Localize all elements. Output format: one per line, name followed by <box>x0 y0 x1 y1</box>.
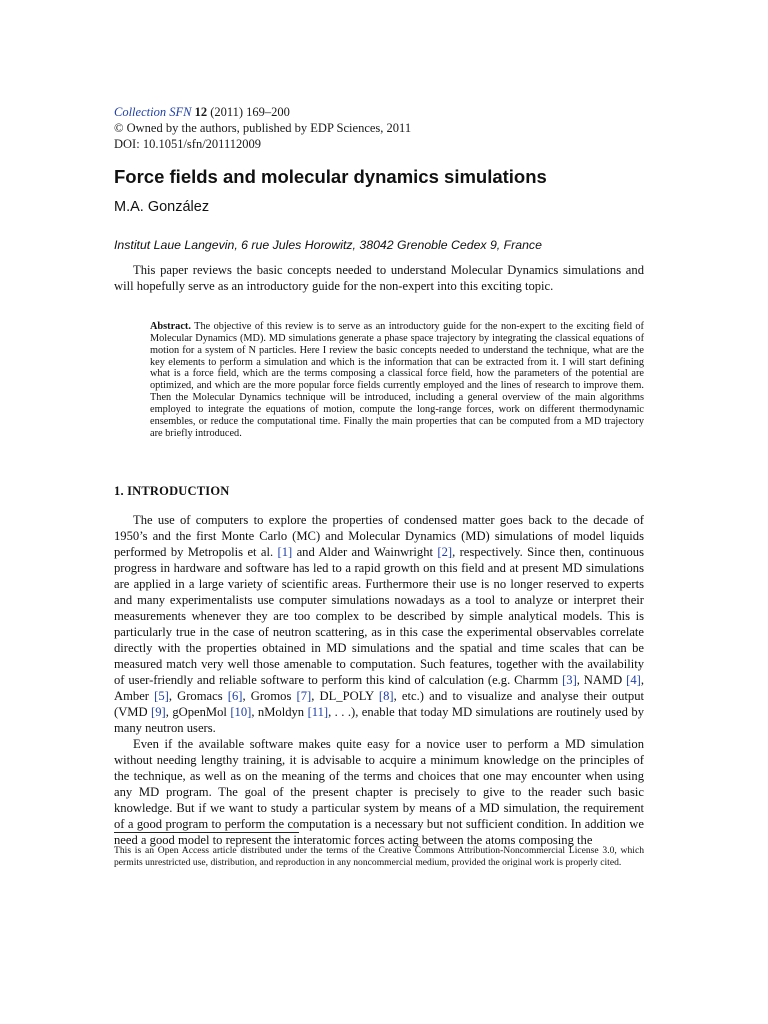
paragraph-text: , DL_POLY <box>311 689 379 703</box>
paragraph-text: The use of computers to explore the properties of condensed matter goes back to the decade of 1950’s and the first Monte Carlo (MC) and Molecular Dynamics (MD) simulations of model liquids performed by Metropolis et al. <box>114 513 644 559</box>
paragraph-text: , . . .), enable that today MD simulations are routinely used by many neutron users. <box>114 705 644 735</box>
paragraph-text: , gOpenMol <box>165 705 231 719</box>
paper-title: Force fields and molecular dynamics simulations <box>114 166 547 187</box>
citation-link[interactable]: [11] <box>307 705 329 719</box>
citation-link[interactable]: [8] <box>378 689 394 703</box>
section-heading-introduction: 1. INTRODUCTION <box>114 484 230 498</box>
citation-link[interactable]: [2] <box>437 545 453 559</box>
paragraph-text: , NAMD <box>576 673 627 687</box>
introduction-body <box>114 512 644 848</box>
paragraph-text: , Gromacs <box>168 689 228 703</box>
citation-link[interactable]: [1] <box>277 545 293 559</box>
abstract-text: The objective of this review is to serve as an introductory guide for the non-expert to the exciting field of Molecular Dynamics (MD). MD simulations generate a phase space trajectory by integrating the classical equations of motion for a system of N particles. Here I review the basic concepts needed to understand the technique, what are the key elements to perform a simulation and which is the information that can be extracted from it. I will start defining what is a force field, which are the terms composing a classical force field, how the parameters of the potential are optimized, and which are the more popular force fields currently employed and the lines of research to improve them. Then the Molecular Dynamics technique will be introduced, including a general overview of the main algorithms employed to integrate the equations of motion, compute the long-range forces, work on different thermodynamic ensembles, or reduce the computational time. Finally the main properties that can be computed from a MD trajectory are briefly introduced. <box>150 321 644 439</box>
citation-link[interactable]: [4] <box>626 673 641 687</box>
paragraph-text: , nMoldyn <box>251 705 308 719</box>
paragraph-text: , Gromos <box>242 689 297 703</box>
abstract-block <box>150 321 644 439</box>
paragraph-text: , etc.) and to visualize and analyse their output (VMD <box>114 689 645 719</box>
copyright-line: © Owned by the authors, published by EDP Sciences, 2011 <box>114 121 412 135</box>
doi-link[interactable]: DOI: 10.1051/sfn/201112009 <box>114 137 261 151</box>
footnote-divider <box>114 832 299 833</box>
paragraph-text: , respectively. Since then, continuous progress in hardware and software has led to a rapid growth on this field and at present MD simulations are applied in a large variety of scientific areas. Furthermore their use is no longer reserved to experts and many experimentalists use computer simulations nowadays as a tool to analyze or interpret their measurements whenever they are too complex to be described by simple analytical models. This is particularly true in the case of neutron scattering, as in this case the experimental observables correlate directly with the properties obtained in MD simulations and the spatial and time scales that can be measured match very well those amenable to computation. Such features, together with the availability of user-friendly and reliable software to perform this kind of calculation (e.g. Charmm <box>114 545 644 687</box>
citation-link[interactable]: [7] <box>296 689 312 703</box>
introduction-paragraph-1 <box>114 512 644 736</box>
paper-author: M.A. González <box>114 199 210 215</box>
journal-volume: 12 <box>194 105 208 119</box>
journal-citation <box>114 104 290 120</box>
citation-link[interactable]: [9] <box>151 705 166 719</box>
citation-link[interactable]: [3] <box>562 673 577 687</box>
introduction-paragraph-2: Even if the available software makes quite easy for a novice user to perform a MD simulation without needing lengthy training, it is advisable to acquire a minimum knowledge on the principles of the technique, as well as on the meaning of the terms and choices that one may encounter when using any MD program. The goal of the present chapter is precisely to give to the reader such basic knowledge. But if we want to study a particular system by means of a MD simulation, the requirement of a good program to perform the computation is a necessary but not sufficient condition. In addition we need a good model to represent the interatomic forces acting between the atoms composing the <box>114 737 644 847</box>
journal-year-pages: (2011) 169–200 <box>210 105 290 119</box>
license-footnote: This is an Open Access article distributed under the terms of the Creative Commons Attribution-Noncommercial License 3.0, which permits unrestricted use, distribution, and reproduction in any noncommercial medium, provided the original work is properly cited. <box>114 845 644 868</box>
author-affiliation: Institut Laue Langevin, 6 rue Jules Horowitz, 38042 Grenoble Cedex 9, France <box>114 238 542 252</box>
paragraph-text: , Amber <box>114 673 644 703</box>
paragraph-text: and Alder and Wainwright <box>292 545 438 559</box>
citation-link[interactable]: [10] <box>230 705 252 719</box>
abstract-label: Abstract. <box>150 321 191 332</box>
journal-name-link[interactable]: Collection SFN <box>114 105 192 119</box>
paper-summary: This paper reviews the basic concepts needed to understand Molecular Dynamics simulations and will hopefully serve as an introductory guide for the non-expert into this exciting topic. <box>114 263 644 293</box>
citation-link[interactable]: [5] <box>154 689 169 703</box>
citation-link[interactable]: [6] <box>227 689 243 703</box>
